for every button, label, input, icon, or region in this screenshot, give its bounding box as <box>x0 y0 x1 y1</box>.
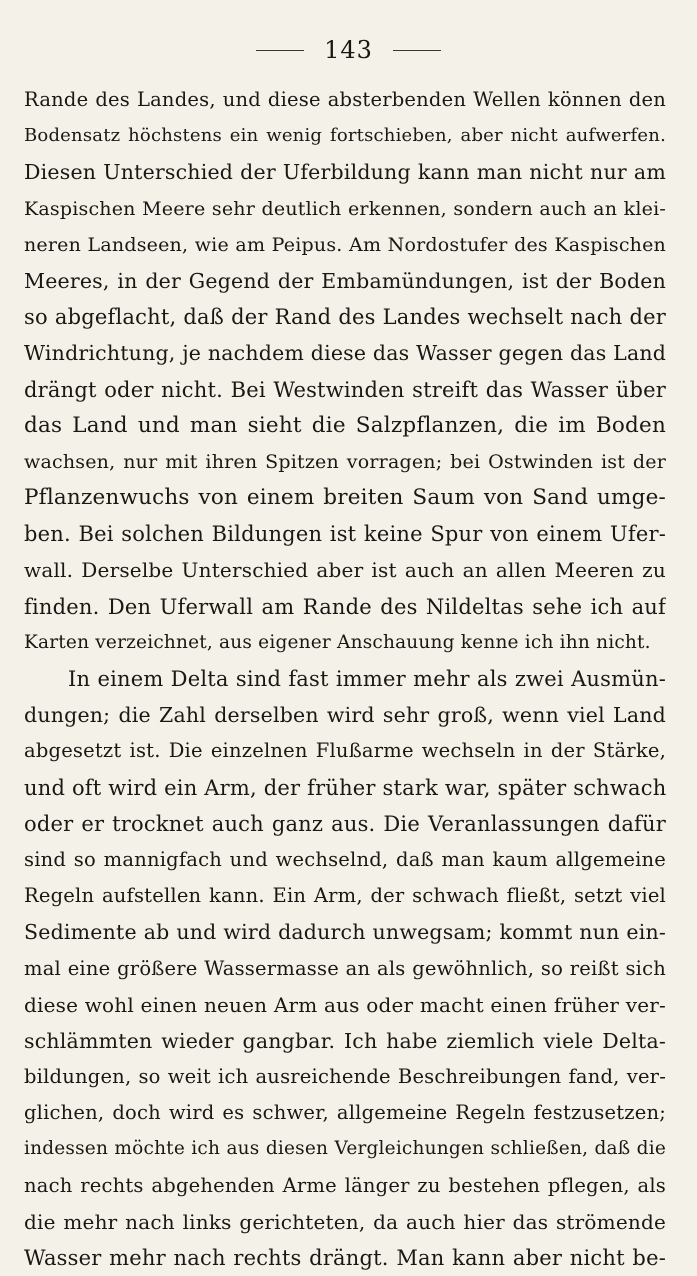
text-line: abgesetzt ist. Die einzelnen Flußarme wechseln in der Stärke, <box>24 739 666 763</box>
text-line: neren Landseen, wie am Peipus. Am Nordostufer des Kaspischen <box>24 233 666 256</box>
text-line: finden. Den Uferwall am Rande des Nildeltas sehe ich auf <box>24 594 666 619</box>
text-line: ben. Bei solchen Bildungen ist keine Spur von einem Ufer- <box>24 522 666 547</box>
text-line: Windrichtung, je nachdem diese das Wasser gegen das Land <box>24 341 666 366</box>
body-text <box>24 82 666 1276</box>
text-line: glichen, doch wird es schwer, allgemeine Regeln festzusetzen; <box>24 1101 666 1125</box>
text-line: Rande des Landes, und diese absterbenden Wellen können den <box>24 88 666 111</box>
header-rule-left <box>256 50 304 51</box>
text-line: drängt oder nicht. Bei Westwinden streift das Wasser über <box>24 377 666 402</box>
text-line: indessen möchte ich aus diesen Vergleichungen schließen, daß die <box>24 1138 666 1160</box>
paragraph-end-line: Karten verzeichnet, aus eigener Anschauung kenne ich ihn nicht. <box>24 631 651 653</box>
text-line: Meeres, in der Gegend der Embamündungen, ist der Boden <box>24 268 666 293</box>
text-line: das Land und man sieht die Salzpflanzen, die im Boden <box>24 412 666 438</box>
text-line: oder er trocknet auch ganz aus. Die Veranlassungen dafür <box>24 811 666 836</box>
text-line: mal eine größere Wassermasse an als gewöhnlich, so reißt sich <box>24 956 666 980</box>
page-number: 143 <box>324 36 373 64</box>
text-line: Sedimente ab und wird dadurch unwegsam; kommt nun ein- <box>24 920 666 945</box>
text-line: und oft wird ein Arm, der früher stark war, später schwach <box>24 775 666 800</box>
text-line: wachsen, nur mit ihren Spitzen vorragen; bei Ostwinden ist der <box>24 450 666 473</box>
text-line: Regeln aufstellen kann. Ein Arm, der schwach fließt, setzt viel <box>24 884 666 908</box>
header-rule-right <box>393 50 441 51</box>
text-line: sind so mannigfach und wechselnd, daß man kaum allgemeine <box>24 847 666 871</box>
text-line: Diesen Unterschied der Uferbildung kann man nicht nur am <box>24 160 666 185</box>
text-line: bildungen, so weit ich ausreichende Beschreibungen fand, ver- <box>24 1065 666 1089</box>
text-line: so abgeflacht, daß der Rand des Landes wechselt nach der <box>24 305 666 330</box>
paragraph-start-line: In einem Delta sind fast immer mehr als zwei Ausmün- <box>68 667 666 691</box>
text-line: Kaspischen Meere sehr deutlich erkennen, sondern auch an klei- <box>24 197 666 220</box>
text-line: Wasser mehr nach rechts drängt. Man kann aber nicht be- <box>24 1246 666 1270</box>
text-line: wall. Derselbe Unterschied aber ist auch an allen Meeren zu <box>24 558 666 583</box>
text-line: dungen; die Zahl derselben wird sehr groß, wenn viel Land <box>24 703 666 728</box>
page-header <box>0 30 697 70</box>
text-line: die mehr nach links gerichteten, da auch hier das strömende <box>24 1209 666 1234</box>
text-line: schlämmten wieder gangbar. Ich habe ziemlich viele Delta- <box>24 1028 666 1053</box>
text-line: Bodensatz höchstens ein wenig fortschieben, aber nicht aufwerfen. <box>24 125 666 147</box>
text-line: Pflanzenwuchs von einem breiten Saum von Sand umge- <box>24 485 666 511</box>
text-line: diese wohl einen neuen Arm aus oder macht einen früher ver- <box>24 992 666 1017</box>
text-line: nach rechts abgehenden Arme länger zu bestehen pflegen, als <box>24 1173 666 1197</box>
